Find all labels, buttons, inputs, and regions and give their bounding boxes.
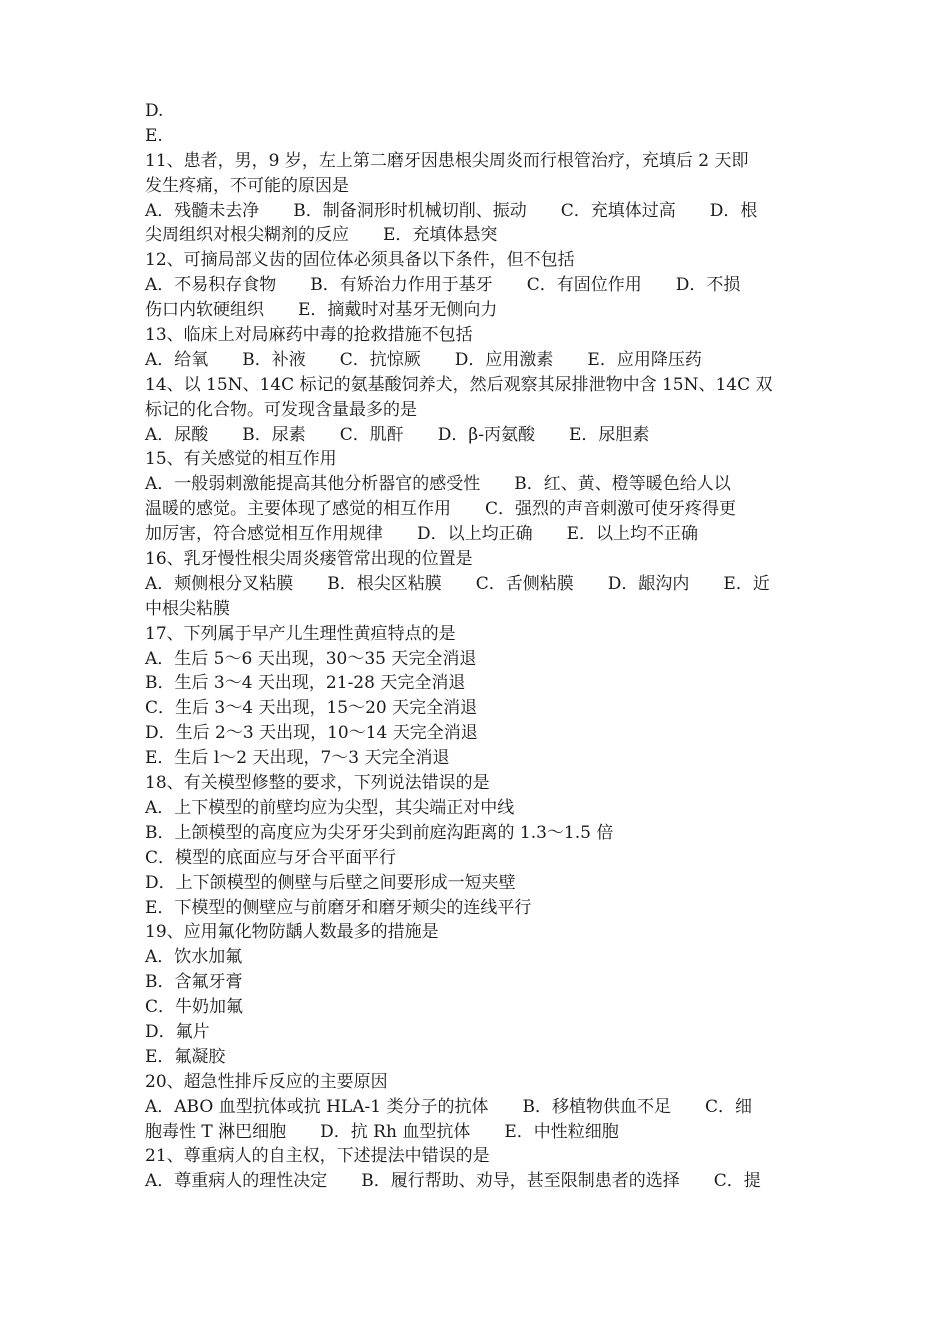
text-line: A．上下模型的前壁均应为尖型，其尖端正对中线 — [145, 797, 515, 818]
text-line: A．生后 5～6 天出现，30～35 天完全消退 — [145, 648, 477, 669]
text-line: B．上颌模型的高度应为尖牙牙尖到前庭沟距离的 1.3～1.5 倍 — [145, 822, 614, 843]
text-line: 发生疼痛，不可能的原因是 — [145, 175, 349, 196]
document-page — [145, 99, 813, 1194]
text-line: 14、以 15N、14C 标记的氨基酸饲养犬，然后观察其尿排泄物中含 15N、14C 双 — [145, 374, 773, 395]
text-line: A．颊侧根分叉粘膜 B．根尖区粘膜 C．舌侧粘膜 D．龈沟内 E．近 — [145, 573, 770, 594]
text-line: 伤口内软硬组织 E．摘戴时对基牙无侧向力 — [145, 300, 498, 321]
text-line: A．尿酸 B．尿素 C．肌酐 D．β-丙氨酸 E．尿胆素 — [145, 424, 650, 445]
text-line: 胞毒性 T 淋巴细胞 D．抗 Rh 血型抗体 E．中性粒细胞 — [145, 1121, 619, 1142]
text-line: 温暖的感觉。主要体现了感觉的相互作用 C．强烈的声音刺激可使牙疼得更 — [145, 499, 737, 520]
text-line: A．一般弱刺激能提高其他分析器官的感受性 B．红、黄、橙等暖色给人以 — [145, 474, 731, 495]
text-line: D．氟片 — [145, 1021, 210, 1042]
text-line: 16、乳牙慢性根尖周炎瘘管常出现的位置是 — [145, 549, 473, 570]
text-line: A．ABO 血型抗体或抗 HLA-1 类分子的抗体 B．移植物供血不足 C．细 — [145, 1096, 752, 1117]
text-line: D．生后 2～3 天出现，10～14 天完全消退 — [145, 723, 478, 744]
text-line: 15、有关感觉的相互作用 — [145, 449, 337, 470]
text-line: 加厉害，符合感觉相互作用规律 D．以上均正确 E．以上均不正确 — [145, 524, 699, 545]
text-line: 13、临床上对局麻药中毒的抢救措施不包括 — [145, 325, 473, 346]
text-line: D. — [145, 101, 164, 121]
text-line: E．氟凝胶 — [145, 1046, 226, 1067]
text-line: 标记的化合物。可发现含量最多的是 — [145, 399, 417, 420]
text-line: A．不易积存食物 B．有矫治力作用于基牙 C．有固位作用 D．不损 — [145, 275, 741, 296]
text-line: 19、应用氟化物防龋人数最多的措施是 — [145, 922, 439, 943]
text-line: C．生后 3～4 天出现，15～20 天完全消退 — [145, 698, 478, 719]
text-line: 17、下列属于早产儿生理性黄疸特点的是 — [145, 623, 456, 644]
text-line: D．上下颌模型的侧壁与后壁之间要形成一短夹壁 — [145, 872, 516, 893]
text-line: 尖周组织对根尖糊剂的反应 E．充填体悬突 — [145, 225, 498, 246]
text-line: A．残髓未去净 B．制备洞形时机械切削、振动 C．充填体过高 D．根 — [145, 200, 758, 221]
text-line: C．模型的底面应与牙合平面平行 — [145, 847, 397, 868]
text-line: B．生后 3～4 天出现，21-28 天完全消退 — [145, 673, 466, 694]
text-line: C．牛奶加氟 — [145, 997, 244, 1018]
text-line: A．饮水加氟 — [145, 947, 243, 968]
text-line: 21、尊重病人的自主权，下述提法中错误的是 — [145, 1146, 490, 1167]
text-line: B．含氟牙膏 — [145, 972, 243, 993]
text-line: A．给氧 B．补液 C．抗惊厥 D．应用激素 E．应用降压药 — [145, 349, 702, 370]
text-line: 20、超急性排斥反应的主要原因 — [145, 1071, 388, 1092]
text-line: 12、可摘局部义齿的固位体必须具备以下条件，但不包括 — [145, 250, 575, 271]
text-line: 中根尖粘膜 — [145, 598, 230, 619]
text-line: E. — [145, 125, 163, 146]
text-line: E．下模型的侧壁应与前磨牙和磨牙颊尖的连线平行 — [145, 897, 532, 918]
text-line: 18、有关模型修整的要求，下列说法错误的是 — [145, 773, 490, 794]
text-line: 11、患者，男，9 岁，左上第二磨牙因患根尖周炎而行根管治疗，充填后 2 天即 — [145, 150, 749, 171]
text-line: E．生后 l～2 天出现，7～3 天完全消退 — [145, 748, 450, 769]
text-line: A．尊重病人的理性决定 B．履行帮助、劝导，甚至限制患者的选择 C．提 — [145, 1171, 761, 1192]
